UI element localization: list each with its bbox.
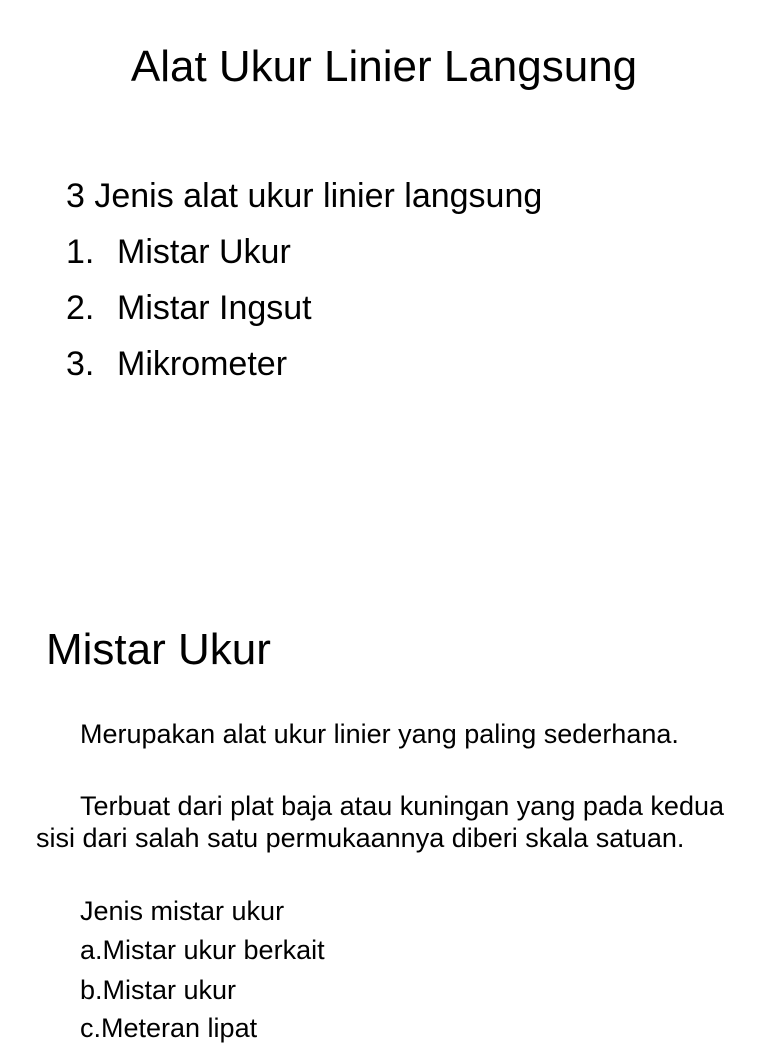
paragraph <box>36 790 756 854</box>
paragraph <box>36 718 756 750</box>
list-item-label: Mistar Ukur <box>117 233 291 271</box>
type-item: c.Meteran lipat <box>80 1013 258 1043</box>
list-item <box>66 230 291 274</box>
type-item: b.Mistar ukur <box>80 975 237 1005</box>
list-item-number: 2. <box>66 289 95 327</box>
section-title: Mistar Ukur <box>46 625 271 674</box>
types-heading: Jenis mistar ukur <box>80 896 285 926</box>
intro-text: 3 Jenis alat ukur linier langsung <box>66 177 543 215</box>
list-item <box>66 342 287 386</box>
list-item-number: 1. <box>66 233 95 271</box>
list-item-number: 3. <box>66 345 95 383</box>
list-item-label: Mikrometer <box>117 345 288 383</box>
paragraph-text: Terbuat dari plat baja atau kuningan yang pada kedua sisi dari salah satu permukaannya diberi skala satuan. <box>36 791 724 853</box>
paragraph-text: Merupakan alat ukur linier yang paling sederhana. <box>80 719 679 749</box>
list-item-label: Mistar Ingsut <box>117 289 312 327</box>
slide-title: Alat Ukur Linier Langsung <box>130 42 638 91</box>
type-item: a.Mistar ukur berkait <box>80 935 325 965</box>
list-item <box>66 286 312 330</box>
